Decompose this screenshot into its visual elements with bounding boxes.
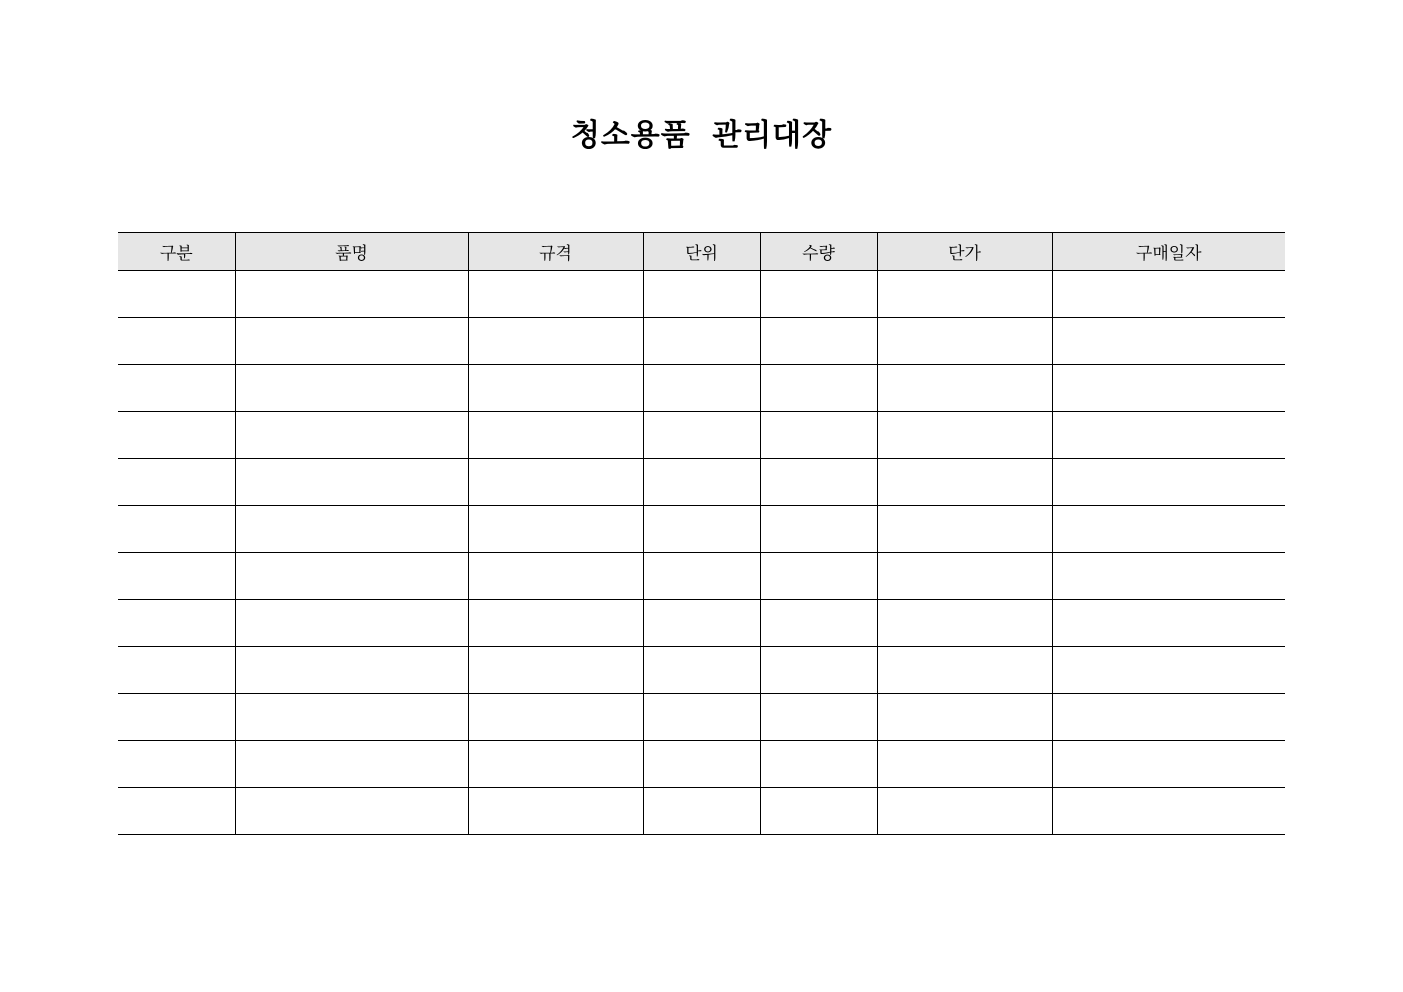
cell-category[interactable]: [118, 694, 235, 741]
cell-item-name[interactable]: [235, 271, 468, 318]
cell-unit-price[interactable]: [877, 506, 1052, 553]
cell-unit-price[interactable]: [877, 788, 1052, 835]
cell-unit-price[interactable]: [877, 412, 1052, 459]
cell-item-name[interactable]: [235, 600, 468, 647]
cell-unit[interactable]: [643, 271, 760, 318]
cell-specification[interactable]: [468, 412, 643, 459]
table-row: [118, 412, 1285, 459]
cell-unit[interactable]: [643, 459, 760, 506]
cell-unit-price[interactable]: [877, 741, 1052, 788]
column-header-quantity: 수량: [760, 233, 877, 271]
column-header-unit: 단위: [643, 233, 760, 271]
table-row: [118, 788, 1285, 835]
table-row: [118, 694, 1285, 741]
cell-quantity[interactable]: [760, 647, 877, 694]
cell-unit-price[interactable]: [877, 365, 1052, 412]
cell-specification[interactable]: [468, 741, 643, 788]
cell-purchase-date[interactable]: [1052, 365, 1285, 412]
cell-purchase-date[interactable]: [1052, 741, 1285, 788]
cell-item-name[interactable]: [235, 694, 468, 741]
cell-quantity[interactable]: [760, 365, 877, 412]
cell-quantity[interactable]: [760, 318, 877, 365]
table-row: [118, 741, 1285, 788]
cell-category[interactable]: [118, 459, 235, 506]
cell-quantity[interactable]: [760, 741, 877, 788]
cell-category[interactable]: [118, 741, 235, 788]
cell-unit-price[interactable]: [877, 647, 1052, 694]
cell-purchase-date[interactable]: [1052, 271, 1285, 318]
cell-specification[interactable]: [468, 318, 643, 365]
cell-item-name[interactable]: [235, 365, 468, 412]
column-header-unit-price: 단가: [877, 233, 1052, 271]
table-row: [118, 459, 1285, 506]
table-row: [118, 271, 1285, 318]
cell-purchase-date[interactable]: [1052, 412, 1285, 459]
cell-unit-price[interactable]: [877, 694, 1052, 741]
cell-category[interactable]: [118, 788, 235, 835]
column-header-specification: 규격: [468, 233, 643, 271]
cell-purchase-date[interactable]: [1052, 694, 1285, 741]
cell-quantity[interactable]: [760, 459, 877, 506]
cell-purchase-date[interactable]: [1052, 459, 1285, 506]
cell-specification[interactable]: [468, 271, 643, 318]
cell-unit[interactable]: [643, 412, 760, 459]
cell-unit-price[interactable]: [877, 318, 1052, 365]
table-row: [118, 365, 1285, 412]
cell-category[interactable]: [118, 647, 235, 694]
cell-category[interactable]: [118, 600, 235, 647]
cell-unit[interactable]: [643, 318, 760, 365]
table-row: [118, 600, 1285, 647]
cell-specification[interactable]: [468, 365, 643, 412]
cell-item-name[interactable]: [235, 741, 468, 788]
document-title: 청소용품 관리대장: [570, 118, 833, 153]
column-header-item-name: 품명: [235, 233, 468, 271]
cell-unit-price[interactable]: [877, 459, 1052, 506]
table-header-row: [118, 233, 1285, 271]
column-header-category: 구분: [118, 233, 235, 271]
cell-quantity[interactable]: [760, 412, 877, 459]
cell-purchase-date[interactable]: [1052, 506, 1285, 553]
cell-category[interactable]: [118, 506, 235, 553]
cell-unit[interactable]: [643, 553, 760, 600]
cell-item-name[interactable]: [235, 459, 468, 506]
cell-specification[interactable]: [468, 600, 643, 647]
cell-specification[interactable]: [468, 553, 643, 600]
cell-specification[interactable]: [468, 506, 643, 553]
cleaning-supplies-ledger-table: [118, 232, 1285, 835]
table-row: [118, 647, 1285, 694]
cell-unit[interactable]: [643, 694, 760, 741]
cell-purchase-date[interactable]: [1052, 318, 1285, 365]
cell-item-name[interactable]: [235, 318, 468, 365]
cell-unit-price[interactable]: [877, 600, 1052, 647]
cell-unit[interactable]: [643, 600, 760, 647]
cell-unit-price[interactable]: [877, 553, 1052, 600]
cell-category[interactable]: [118, 553, 235, 600]
cell-quantity[interactable]: [760, 788, 877, 835]
cell-purchase-date[interactable]: [1052, 788, 1285, 835]
cell-item-name[interactable]: [235, 788, 468, 835]
column-header-purchase-date: 구매일자: [1052, 233, 1285, 271]
cell-quantity[interactable]: [760, 271, 877, 318]
cell-unit[interactable]: [643, 506, 760, 553]
cell-item-name[interactable]: [235, 412, 468, 459]
cell-category[interactable]: [118, 318, 235, 365]
cell-specification[interactable]: [468, 459, 643, 506]
cell-purchase-date[interactable]: [1052, 600, 1285, 647]
cell-unit[interactable]: [643, 788, 760, 835]
cell-specification[interactable]: [468, 694, 643, 741]
cell-category[interactable]: [118, 365, 235, 412]
cell-unit[interactable]: [643, 647, 760, 694]
cell-purchase-date[interactable]: [1052, 647, 1285, 694]
table-row: [118, 506, 1285, 553]
cell-quantity[interactable]: [760, 600, 877, 647]
cell-category[interactable]: [118, 271, 235, 318]
cell-item-name[interactable]: [235, 506, 468, 553]
cell-unit[interactable]: [643, 741, 760, 788]
cell-unit[interactable]: [643, 365, 760, 412]
cell-item-name[interactable]: [235, 647, 468, 694]
table-row: [118, 553, 1285, 600]
cell-specification[interactable]: [468, 788, 643, 835]
cell-unit-price[interactable]: [877, 271, 1052, 318]
cell-quantity[interactable]: [760, 694, 877, 741]
cell-category[interactable]: [118, 412, 235, 459]
cell-quantity[interactable]: [760, 506, 877, 553]
cell-specification[interactable]: [468, 647, 643, 694]
table-row: [118, 318, 1285, 365]
table-body: [118, 271, 1285, 835]
cell-item-name[interactable]: [235, 553, 468, 600]
cell-quantity[interactable]: [760, 553, 877, 600]
cell-purchase-date[interactable]: [1052, 553, 1285, 600]
